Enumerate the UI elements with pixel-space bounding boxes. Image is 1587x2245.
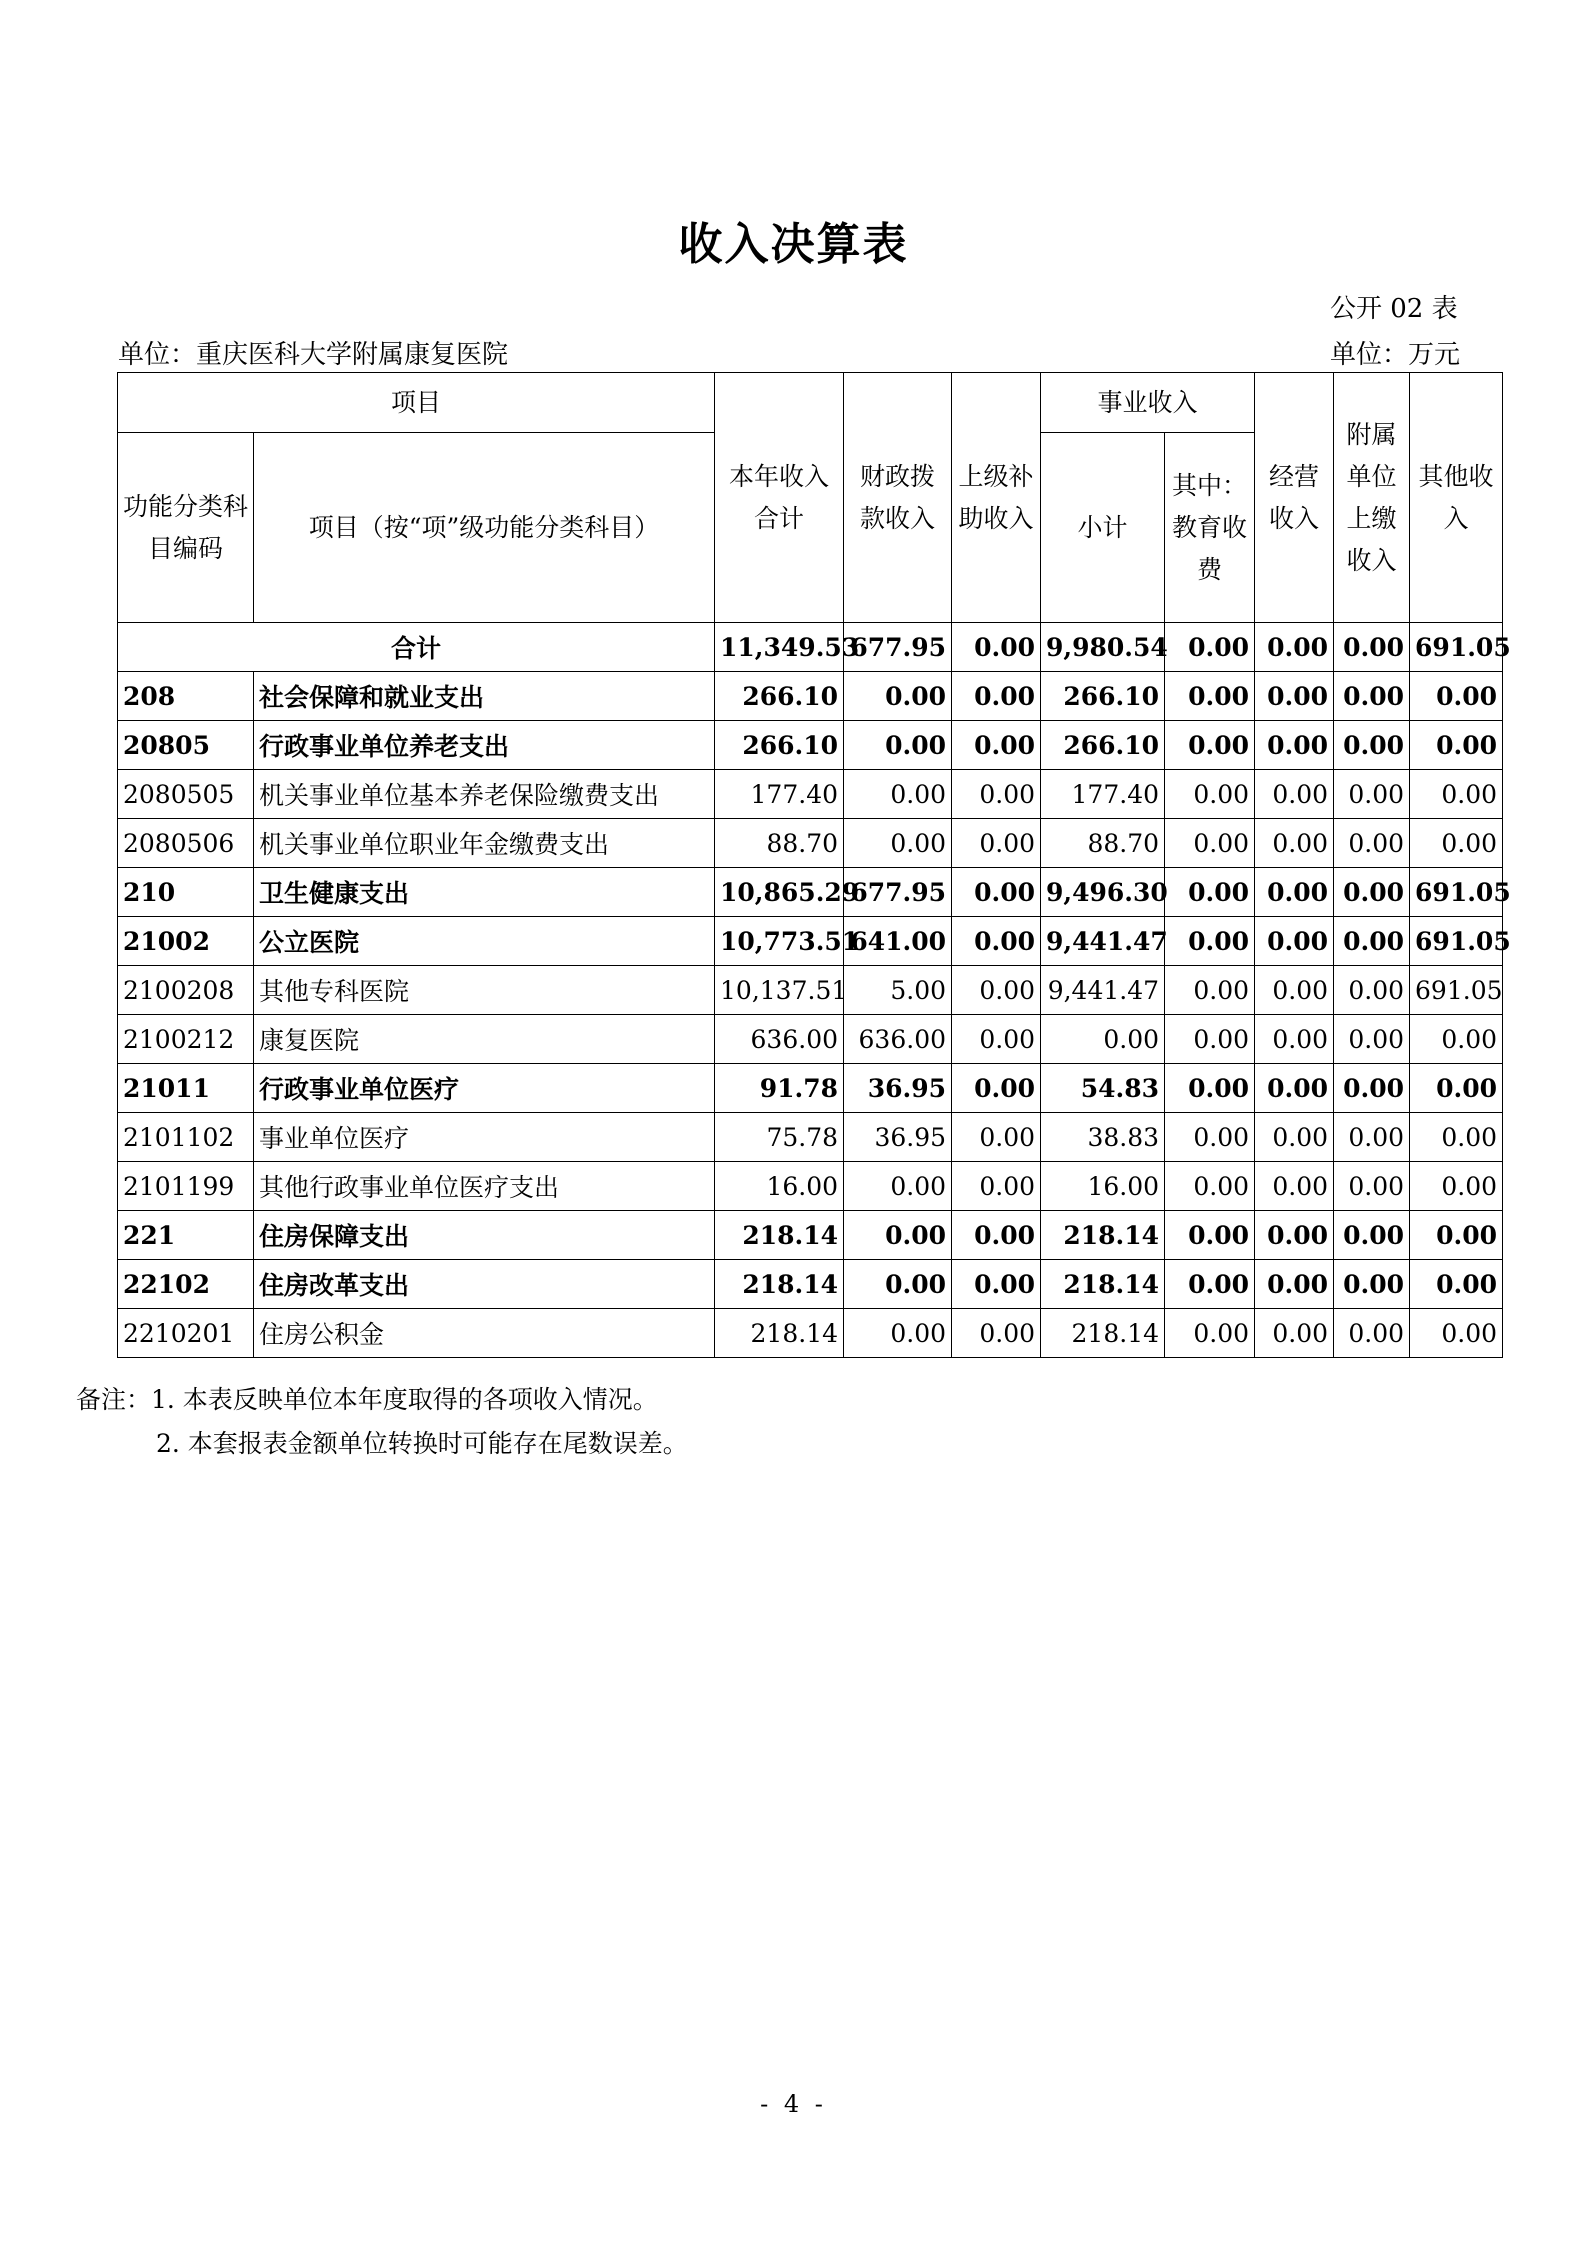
- table-row: [118, 721, 1503, 770]
- row-value: 0.00: [1410, 1113, 1503, 1162]
- row-value: 641.00: [844, 917, 952, 966]
- row-value: 636.00: [844, 1015, 952, 1064]
- row-code: 2210201: [118, 1309, 254, 1358]
- row-value: 10,773.51: [715, 917, 844, 966]
- row-name: 社会保障和就业支出: [254, 672, 715, 721]
- row-value: 38.83: [1041, 1113, 1165, 1162]
- row-value: 0.00: [1410, 1015, 1503, 1064]
- row-value: 0.00: [1165, 721, 1255, 770]
- row-value: 0.00: [952, 917, 1041, 966]
- row-value: 691.05: [1410, 966, 1503, 1015]
- row-value: 636.00: [715, 1015, 844, 1064]
- table-row: [118, 868, 1503, 917]
- header-operating: 经营收入: [1255, 373, 1334, 623]
- row-value: 0.00: [1255, 672, 1334, 721]
- row-name: 康复医院: [254, 1015, 715, 1064]
- header-affiliated: 附属单位上缴收入: [1334, 373, 1410, 623]
- row-value: 0.00: [1410, 672, 1503, 721]
- row-value: 0.00: [952, 1064, 1041, 1113]
- header-total: 本年收入合计: [715, 373, 844, 623]
- row-value: 0.00: [1165, 917, 1255, 966]
- row-value: 0.00: [952, 1211, 1041, 1260]
- header-other: 其他收入: [1410, 373, 1503, 623]
- row-value: 0.00: [1334, 1113, 1410, 1162]
- row-value: 9,441.47: [1041, 966, 1165, 1015]
- row-value: 0.00: [1255, 966, 1334, 1015]
- row-name: 其他专科医院: [254, 966, 715, 1015]
- row-value: 177.40: [1041, 770, 1165, 819]
- row-value: 0.00: [1334, 770, 1410, 819]
- row-code: 210: [118, 868, 254, 917]
- row-value: 0.00: [1255, 1260, 1334, 1309]
- row-value: 0.00: [952, 1260, 1041, 1309]
- row-value: 0.00: [952, 672, 1041, 721]
- notes: [76, 1378, 688, 1466]
- row-name: 住房改革支出: [254, 1260, 715, 1309]
- row-value: 0.00: [1165, 770, 1255, 819]
- row-value: 0.00: [1255, 1113, 1334, 1162]
- row-value: 75.78: [715, 1113, 844, 1162]
- row-value: 0.00: [844, 770, 952, 819]
- row-value: 0.00: [1255, 819, 1334, 868]
- row-value: 0.00: [1410, 721, 1503, 770]
- row-value: 218.14: [715, 1211, 844, 1260]
- row-value: 0.00: [1255, 1162, 1334, 1211]
- total-cell: 0.00: [1255, 623, 1334, 672]
- page-number: - 4 -: [760, 2090, 827, 2118]
- row-value: 0.00: [1334, 1162, 1410, 1211]
- row-value: 0.00: [1041, 1015, 1165, 1064]
- row-code: 21011: [118, 1064, 254, 1113]
- row-value: 266.10: [715, 672, 844, 721]
- row-value: 0.00: [1255, 868, 1334, 917]
- row-value: 691.05: [1410, 917, 1503, 966]
- row-value: 0.00: [952, 819, 1041, 868]
- row-value: 0.00: [1255, 770, 1334, 819]
- row-value: 0.00: [952, 721, 1041, 770]
- row-value: 0.00: [1410, 1064, 1503, 1113]
- row-value: 0.00: [952, 1015, 1041, 1064]
- row-value: 0.00: [844, 672, 952, 721]
- row-code: 2101102: [118, 1113, 254, 1162]
- row-value: 0.00: [1165, 966, 1255, 1015]
- row-code: 22102: [118, 1260, 254, 1309]
- row-value: 0.00: [1165, 1211, 1255, 1260]
- row-value: 0.00: [1410, 770, 1503, 819]
- row-value: 16.00: [715, 1162, 844, 1211]
- row-value: 10,137.51: [715, 966, 844, 1015]
- row-value: 218.14: [1041, 1309, 1165, 1358]
- row-value: 0.00: [1410, 1211, 1503, 1260]
- table-row: [118, 1113, 1503, 1162]
- row-value: 0.00: [844, 1211, 952, 1260]
- row-value: 0.00: [952, 1309, 1041, 1358]
- currency-unit: 单位：万元: [1330, 340, 1461, 370]
- header-fiscal: 财政拨款收入: [844, 373, 952, 623]
- row-value: 218.14: [715, 1260, 844, 1309]
- row-name: 其他行政事业单位医疗支出: [254, 1162, 715, 1211]
- table-row: [118, 1309, 1503, 1358]
- row-value: 0.00: [952, 1113, 1041, 1162]
- header-subtotal: 小计: [1041, 433, 1165, 623]
- header-code: 功能分类科目编码: [118, 433, 254, 623]
- row-value: 266.10: [1041, 721, 1165, 770]
- row-value: 0.00: [1334, 917, 1410, 966]
- table-row: [118, 1064, 1503, 1113]
- row-value: 0.00: [1334, 868, 1410, 917]
- row-value: 0.00: [844, 1260, 952, 1309]
- row-value: 0.00: [1255, 1211, 1334, 1260]
- row-value: 0.00: [1410, 819, 1503, 868]
- table-row: [118, 1260, 1503, 1309]
- row-value: 0.00: [844, 721, 952, 770]
- table-row: [118, 1211, 1503, 1260]
- row-name: 事业单位医疗: [254, 1113, 715, 1162]
- row-value: 218.14: [1041, 1211, 1165, 1260]
- row-value: 0.00: [1334, 1211, 1410, 1260]
- row-value: 88.70: [1041, 819, 1165, 868]
- row-value: 0.00: [1255, 1064, 1334, 1113]
- form-number: 公开 02 表: [1330, 294, 1458, 324]
- header-project: 项目: [118, 373, 715, 433]
- row-value: 0.00: [1334, 1015, 1410, 1064]
- table-row: [118, 770, 1503, 819]
- row-name: 行政事业单位医疗: [254, 1064, 715, 1113]
- row-code: 2080506: [118, 819, 254, 868]
- row-code: 2100212: [118, 1015, 254, 1064]
- row-value: 177.40: [715, 770, 844, 819]
- row-name: 公立医院: [254, 917, 715, 966]
- row-value: 677.95: [844, 868, 952, 917]
- note-line: 2. 本套报表金额单位转换时可能存在尾数误差。: [156, 1429, 688, 1458]
- row-value: 0.00: [952, 868, 1041, 917]
- total-cell: 677.95: [844, 623, 952, 672]
- row-value: 0.00: [952, 770, 1041, 819]
- row-value: 0.00: [1410, 1260, 1503, 1309]
- row-value: 0.00: [1165, 868, 1255, 917]
- row-code: 208: [118, 672, 254, 721]
- row-value: 218.14: [1041, 1260, 1165, 1309]
- row-value: 9,441.47: [1041, 917, 1165, 966]
- row-value: 9,496.30: [1041, 868, 1165, 917]
- table-row: [118, 917, 1503, 966]
- total-cell: 11,349.53: [715, 623, 844, 672]
- row-code: 221: [118, 1211, 254, 1260]
- row-code: 21002: [118, 917, 254, 966]
- total-cell: 0.00: [952, 623, 1041, 672]
- row-value: 16.00: [1041, 1162, 1165, 1211]
- row-value: 0.00: [1334, 966, 1410, 1015]
- row-name: 住房保障支出: [254, 1211, 715, 1260]
- row-value: 0.00: [1255, 1015, 1334, 1064]
- row-value: 0.00: [1165, 1064, 1255, 1113]
- row-value: 10,865.29: [715, 868, 844, 917]
- row-value: 218.14: [715, 1309, 844, 1358]
- row-value: 0.00: [844, 1309, 952, 1358]
- row-value: 266.10: [1041, 672, 1165, 721]
- row-code: 2080505: [118, 770, 254, 819]
- row-value: 0.00: [1334, 672, 1410, 721]
- total-cell: 0.00: [1334, 623, 1410, 672]
- row-value: 91.78: [715, 1064, 844, 1113]
- row-name: 卫生健康支出: [254, 868, 715, 917]
- table-row: [118, 1015, 1503, 1064]
- page-title: 收入决算表: [678, 219, 909, 270]
- row-value: 0.00: [1255, 1309, 1334, 1358]
- row-value: 0.00: [1410, 1309, 1503, 1358]
- row-value: 0.00: [1165, 1015, 1255, 1064]
- row-name: 机关事业单位职业年金缴费支出: [254, 819, 715, 868]
- row-value: 0.00: [1334, 721, 1410, 770]
- header-education: 其中：教育收费: [1165, 433, 1255, 623]
- row-value: 0.00: [1255, 917, 1334, 966]
- total-cell: 0.00: [1165, 623, 1255, 672]
- total-cell: 691.05: [1410, 623, 1503, 672]
- row-value: 0.00: [1255, 721, 1334, 770]
- table-row: [118, 672, 1503, 721]
- row-value: 691.05: [1410, 868, 1503, 917]
- row-value: 0.00: [844, 819, 952, 868]
- row-value: 0.00: [1165, 1309, 1255, 1358]
- reporting-unit: 单位：重庆医科大学附属康复医院: [118, 340, 509, 370]
- row-code: 20805: [118, 721, 254, 770]
- row-value: 0.00: [1334, 1309, 1410, 1358]
- note-line: 备注：1. 本表反映单位本年度取得的各项收入情况。: [76, 1385, 658, 1414]
- row-value: 0.00: [952, 1162, 1041, 1211]
- row-value: 36.95: [844, 1064, 952, 1113]
- row-value: 0.00: [1334, 819, 1410, 868]
- total-cell: 9,980.54: [1041, 623, 1165, 672]
- total-row: [118, 623, 1503, 672]
- row-value: 88.70: [715, 819, 844, 868]
- row-value: 0.00: [1334, 1064, 1410, 1113]
- row-value: 0.00: [1165, 1162, 1255, 1211]
- row-value: 0.00: [1165, 1260, 1255, 1309]
- row-name: 行政事业单位养老支出: [254, 721, 715, 770]
- row-value: 0.00: [1334, 1260, 1410, 1309]
- table-row: [118, 819, 1503, 868]
- row-name: 机关事业单位基本养老保险缴费支出: [254, 770, 715, 819]
- row-value: 266.10: [715, 721, 844, 770]
- row-value: 0.00: [952, 966, 1041, 1015]
- row-value: 5.00: [844, 966, 952, 1015]
- row-value: 54.83: [1041, 1064, 1165, 1113]
- header-name: 项目（按“项”级功能分类科目）: [254, 433, 715, 623]
- row-value: 0.00: [1165, 672, 1255, 721]
- total-label: 合计: [118, 623, 715, 672]
- row-value: 0.00: [1165, 1113, 1255, 1162]
- header-superior: 上级补助收入: [952, 373, 1041, 623]
- income-table: [117, 372, 1511, 1358]
- row-value: 36.95: [844, 1113, 952, 1162]
- header-business: 事业收入: [1041, 373, 1255, 433]
- row-value: 0.00: [1165, 819, 1255, 868]
- table-row: [118, 966, 1503, 1015]
- table-row: [118, 1162, 1503, 1211]
- row-name: 住房公积金: [254, 1309, 715, 1358]
- row-value: 0.00: [844, 1162, 952, 1211]
- row-value: 0.00: [1410, 1162, 1503, 1211]
- row-code: 2100208: [118, 966, 254, 1015]
- row-code: 2101199: [118, 1162, 254, 1211]
